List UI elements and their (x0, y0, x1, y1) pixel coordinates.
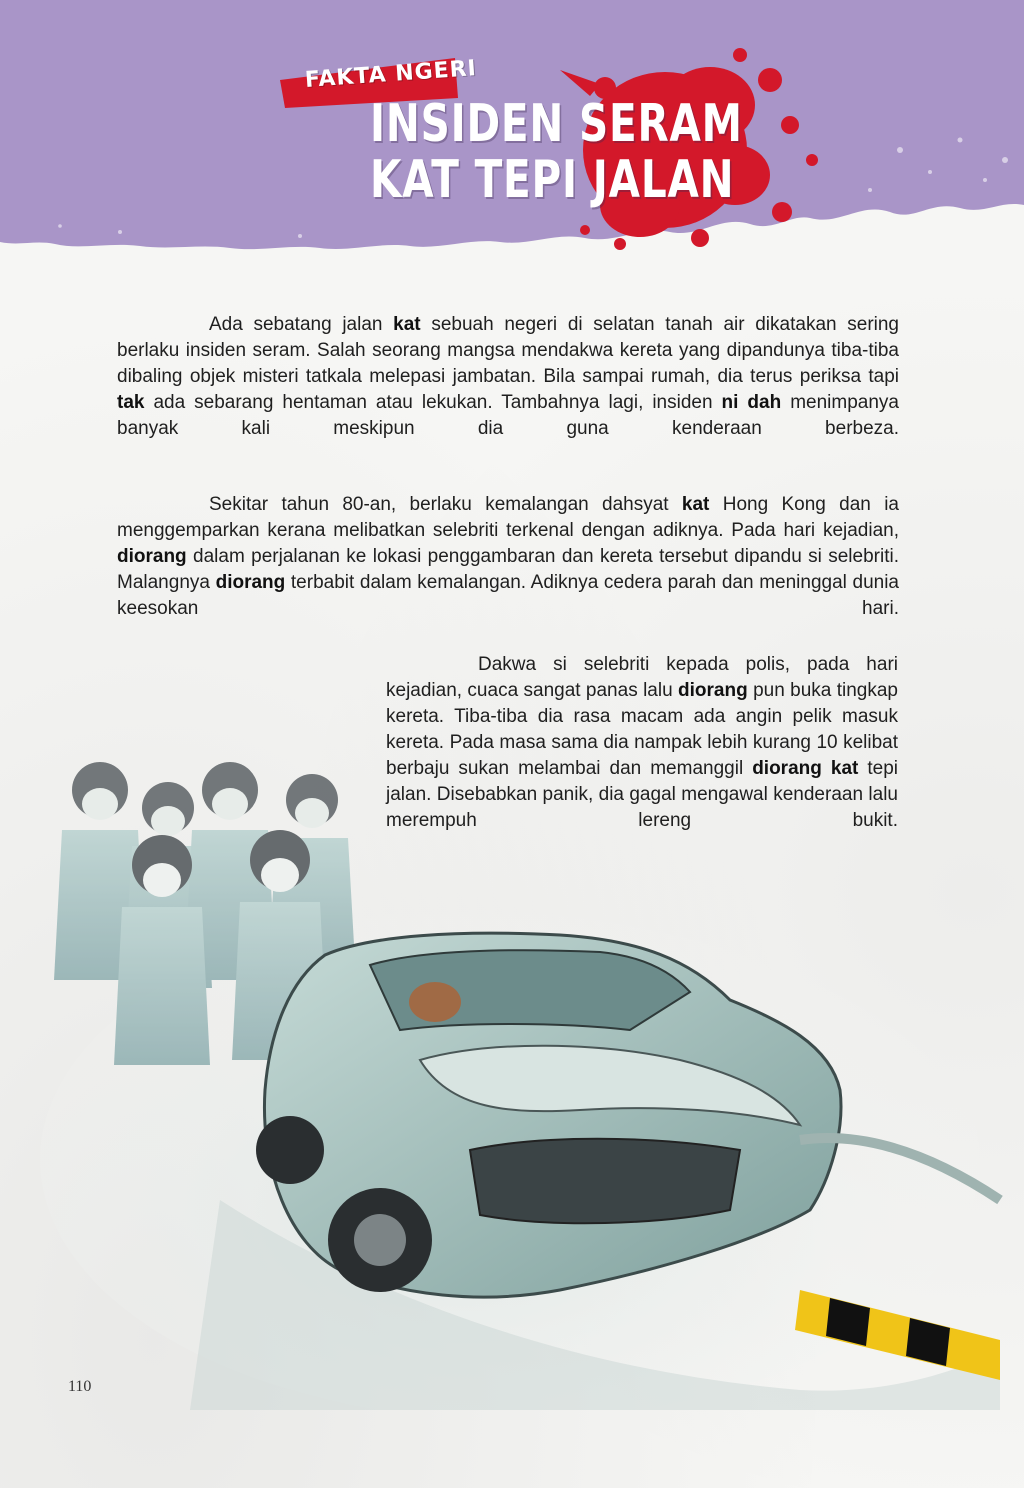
text-run: Dakwa si selebriti kepada polis, pada hari kejadian, cuaca sangat panas lalu (386, 654, 898, 701)
text-run: Ada sebatang jalan (209, 314, 394, 335)
text-run: menimpanya banyak kali meskipun dia guna kenderaan berbeza. (117, 392, 899, 439)
text-run: tepi jalan. Disebabkan panik, dia gagal mengawal kenderaan lalu merempuh lereng bukit. (386, 758, 898, 831)
text-run: terbabit dalam kemalangan. Adiknya cedera parah dan meninggal dunia keesokan hari. (117, 572, 899, 619)
bold-term: kat (393, 314, 421, 335)
text-run: Sekitar tahun 80-an, berlaku kemalangan dahsyat (209, 494, 682, 515)
bold-term: diorang kat (752, 758, 859, 779)
bold-term: tak (117, 392, 145, 413)
bold-term: ni dah (721, 392, 782, 413)
paragraph-1-text (117, 312, 899, 468)
text-run: sebuah negeri di selatan tanah air dikatakan sering berlaku insiden seram. Salah seorang mangsa mendakwa kereta yang dipandunya tiba-tiba dibaling objek misteri tatkala melepasi jambatan. Bila sampai rumah, dia terus periksa tapi (117, 314, 900, 387)
bold-term: diorang (678, 680, 748, 701)
paragraph-2-text (117, 492, 899, 648)
driver (409, 982, 461, 1022)
bold-term: diorang (215, 572, 286, 593)
text-run: pun buka tingkap kereta. Tiba-tiba dia rasa macam ada angin pelik masuk kereta. Pada masa sama dia nampak lebih kurang 10 kelibat berbaju sukan melambai dan memanggil (386, 680, 898, 779)
title-line-2: KAT TEPI JALAN (370, 150, 735, 210)
rear-wheel (256, 1116, 324, 1184)
kicker-label: FAKTA NGERI (304, 56, 478, 93)
paragraph-2 (117, 492, 899, 648)
bold-term: kat (681, 494, 710, 515)
front-grille (470, 1139, 740, 1223)
text-run: ada sebarang hentaman atau lekukan. Tambahnya lagi, insiden (144, 392, 722, 413)
paragraph-1 (117, 312, 899, 468)
text-run: dalam perjalanan ke lokasi penggambaran dan kereta tersebut dipandu si selebriti. Malangnya (117, 546, 899, 593)
crash-illustration (40, 730, 1024, 1410)
page-number: 110 (68, 1378, 92, 1395)
title-line-1: INSIDEN SERAM (370, 94, 743, 154)
text-run: Hong Kong dan ia menggemparkan kerana melibatkan selebriti terkenal dengan adiknya. Pada hari kejadian, (117, 494, 899, 541)
bold-term: diorang (117, 546, 187, 567)
title-block (280, 50, 743, 240)
